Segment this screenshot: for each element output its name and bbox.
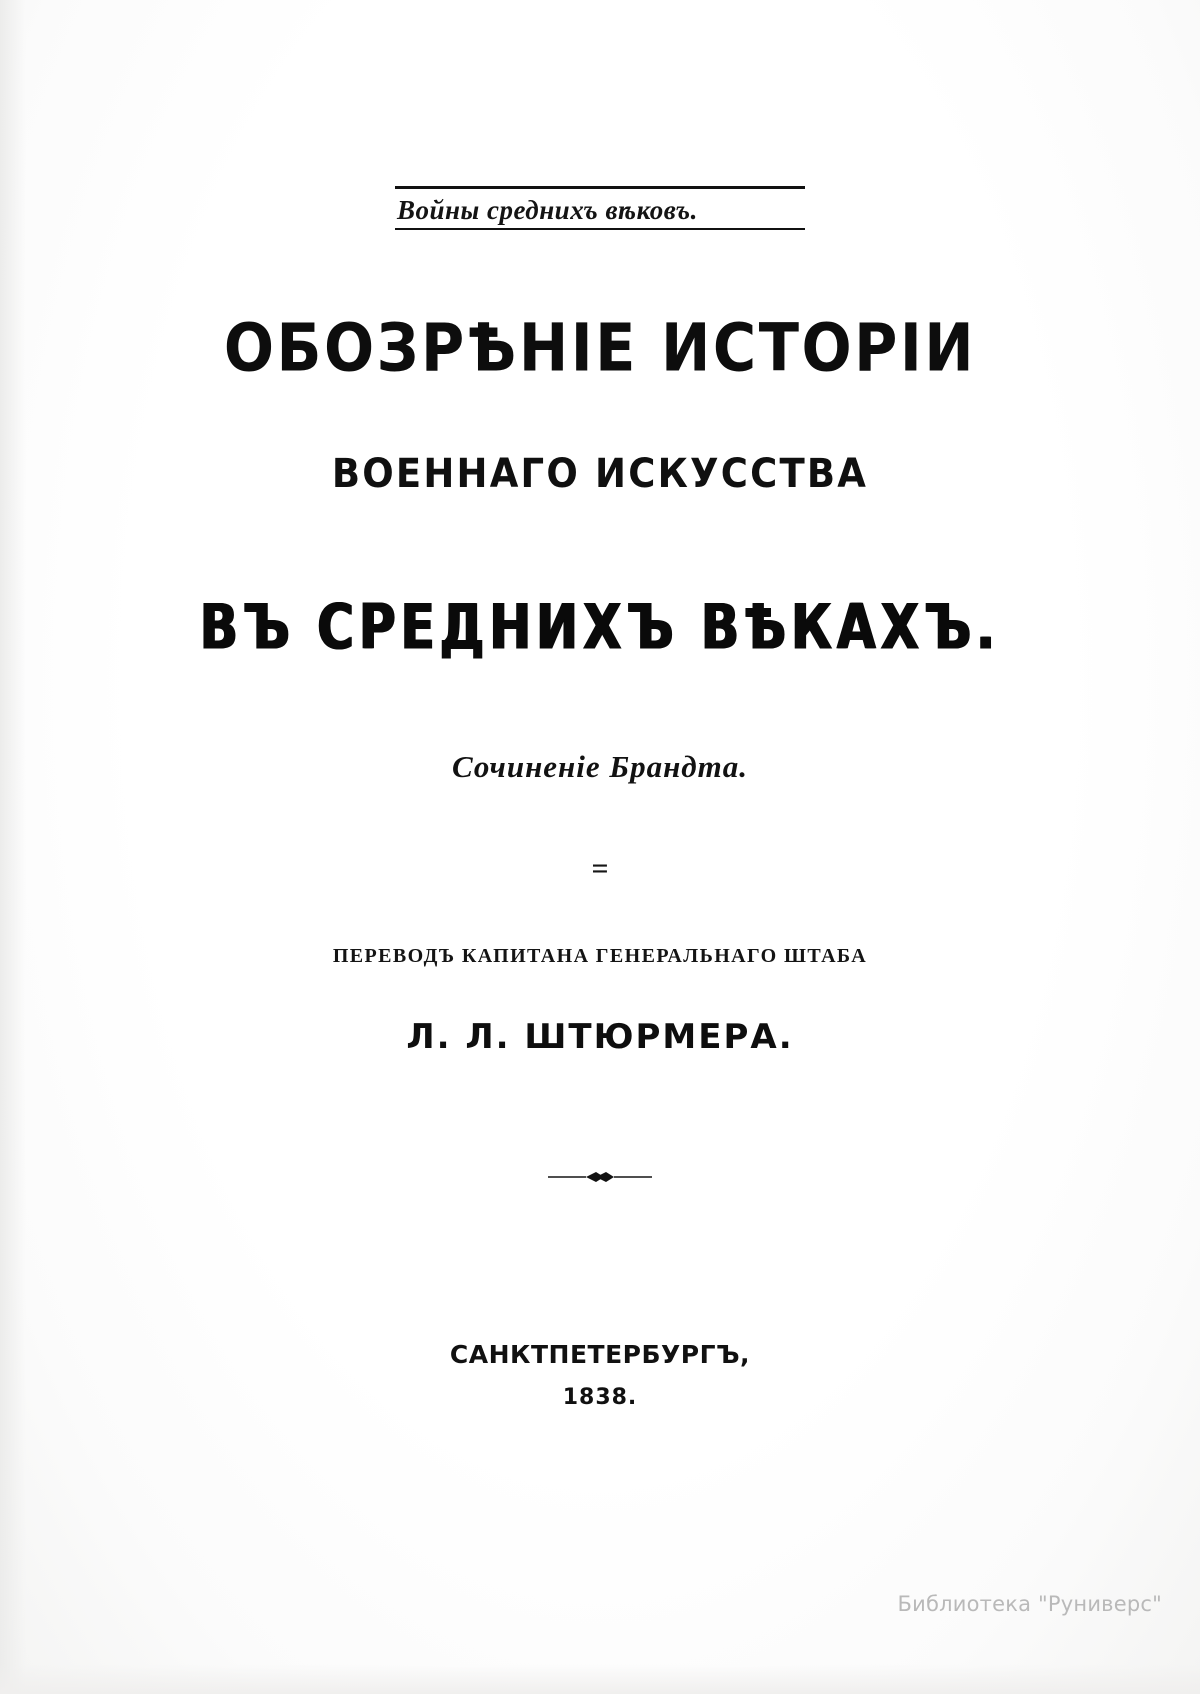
page-edge-shadow-bottom xyxy=(0,1664,1200,1694)
translator-name: Л. Л. ШТЮРМЕРА. xyxy=(406,1017,794,1057)
running-head xyxy=(395,186,795,230)
translator-credit-line: ПЕРЕВОДЪ КАПИТАНА ГЕНЕРАЛЬНАГО ШТАБА xyxy=(332,945,868,967)
equals-separator: = xyxy=(591,852,609,885)
page-title-line-3: ВЪ СРЕДНИХЪ ВѢКАХЪ. xyxy=(199,590,1001,664)
page-title-line-1: ОБОЗРѢНІЕ ИСТОРІИ xyxy=(223,308,977,387)
page-title-line-2: ВОЕННАГО ИСКУССТВА xyxy=(331,450,869,497)
imprint-year: 1838. xyxy=(562,1385,638,1410)
library-watermark: Библиотека "Руниверс" xyxy=(897,1592,1162,1616)
running-head-text: Войны среднихъ вѣковъ. xyxy=(397,195,698,225)
page-edge-shadow-left xyxy=(0,0,26,1694)
ornament-divider-icon xyxy=(0,1168,1200,1192)
running-head-rule-bottom xyxy=(395,228,805,230)
imprint-city: САНКТПЕТЕРБУРГЪ, xyxy=(449,1340,751,1369)
running-head-rule-top xyxy=(395,186,805,189)
author-attribution: Сочиненіе Брандта. xyxy=(451,749,749,784)
